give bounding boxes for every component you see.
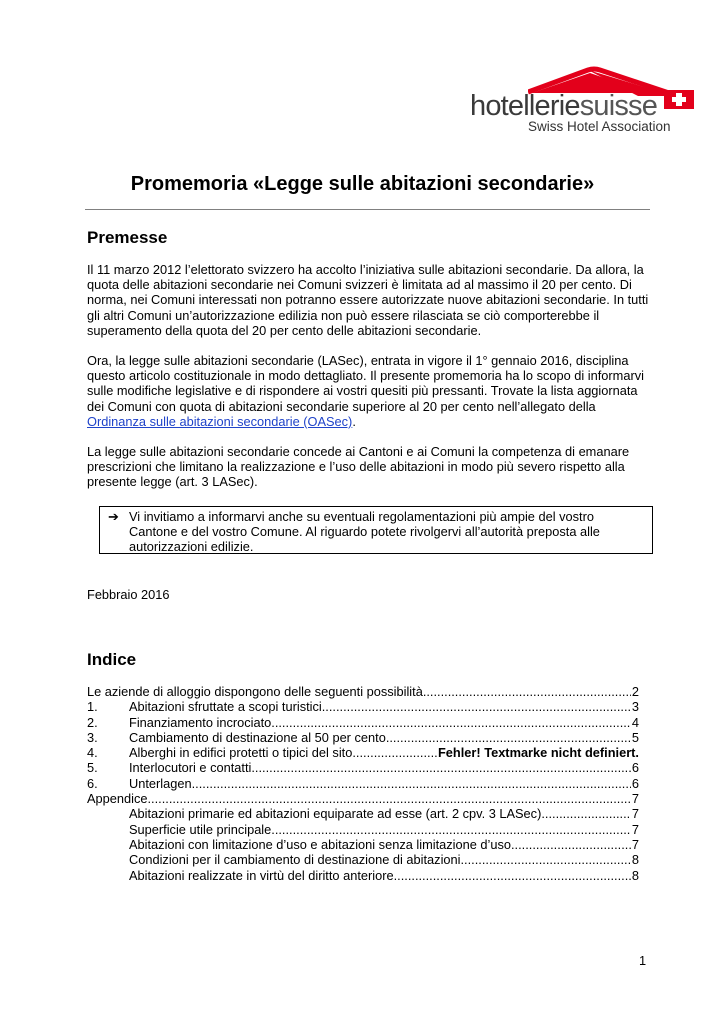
title-divider bbox=[85, 209, 650, 210]
page-title: Promemoria «Legge sulle abitazioni secondarie» bbox=[130, 173, 595, 195]
toc-entry[interactable]: Abitazioni con limitazione d’uso e abitazioni senza limitazione d’uso ..... 7 bbox=[87, 837, 639, 852]
section-heading-indice: Indice bbox=[87, 650, 137, 669]
section-heading-premesse: Premesse bbox=[87, 228, 168, 247]
brand-name: hotelleriesuisse bbox=[470, 90, 658, 122]
toc-entry[interactable]: Abitazioni realizzate in virtù del diritto anteriore ..... 8 bbox=[87, 868, 639, 883]
paragraph-competenza: La legge sulle abitazioni secondarie concede ai Cantoni e ai Comuni la competenza di emanare prescrizioni che limitano la realizzazione e l’uso delle abitazioni in modo più severo rispetto alla presente legge (art. 3 LASec). bbox=[87, 444, 630, 490]
page-number: 1 bbox=[639, 953, 647, 968]
premesse-body bbox=[87, 262, 652, 505]
toc-entry[interactable]: 2. Finanziamento incrociato ..... 4 bbox=[87, 715, 639, 730]
paragraph-lasec: Ora, la legge sulle abitazioni secondarie (LASec), entrata in vigore il 1° gennaio 2016, disciplina questo articolo costituzionale in modo dettagliato. Il presente promemoria ha lo scopo di informarvi sulle modifiche legislative e di rispondere ai vostri quesiti più pressanti. Trovate la lista aggiornata dei Comuni con quota di abitazioni secondarie superiore al 20 per cento nell’allegato della Ordinanza sulle abitazioni secondarie (OASec). bbox=[87, 353, 644, 429]
toc-entry[interactable]: 1. Abitazioni sfruttate a scopi turistici ..... 3 bbox=[87, 699, 639, 714]
toc-entry[interactable]: Abitazioni primarie ed abitazioni equiparate ad esse (art. 2 cpv. 3 LASec) ..... 7 bbox=[87, 806, 639, 821]
toc-entry[interactable]: Superficie utile principale ..... 7 bbox=[87, 822, 639, 837]
toc-entry[interactable]: 4. Alberghi in edifici protetti o tipici del sito ..... Fehler! Textmarke nicht definiert. bbox=[87, 745, 639, 760]
note-box bbox=[99, 506, 653, 554]
oasec-link[interactable]: Ordinanza sulle abitazioni secondarie (OASec) bbox=[87, 413, 353, 429]
brand-tagline: Swiss Hotel Association bbox=[528, 119, 671, 134]
toc-entry[interactable]: 5. Interlocutori e contatti ..... 6 bbox=[87, 760, 639, 775]
toc-entry[interactable]: 3. Cambiamento di destinazione al 50 per cento ..... 5 bbox=[87, 730, 639, 745]
toc-entry[interactable]: Le aziende di alloggio dispongono delle seguenti possibilità ..... 2 bbox=[87, 684, 639, 699]
toc-entry[interactable]: Appendice ..... 7 bbox=[87, 791, 639, 806]
note-text: Vi invitiamo a informarvi anche su eventuali regolamentazioni più ampie del vostro Cantone e del vostro Comune. Al riguardo potete rivolgervi all’autorità preposta alle autorizzazioni edilizie. bbox=[129, 509, 600, 555]
toc-error-text: Fehler! Textmarke nicht definiert. bbox=[437, 745, 639, 761]
table-of-contents bbox=[87, 684, 639, 883]
toc-entry[interactable]: 6. Unterlagen ..... 6 bbox=[87, 776, 639, 791]
toc-entry[interactable]: Condizioni per il cambiamento di destinazione di abitazioni ..... 8 bbox=[87, 852, 639, 867]
paragraph-intro: Il 11 marzo 2012 l’elettorato svizzero ha accolto l’iniziativa sulle abitazioni secondarie. Da allora, la quota delle abitazioni secondarie nei Comuni svizzeri è limitata ad al massimo il 20 per cento. Di norma, nei Comuni interessati non potranno essere autorizzate nuove abitazioni secondarie. In tutti gli altri Comuni un’autorizzazione edilizia non può essere rilasciata se ciò comporterebbe il superamento della quota del 20 per cento delle abitazioni secondarie. bbox=[87, 262, 649, 338]
hotelleriesuisse-logo bbox=[470, 66, 700, 136]
document-date: Febbraio 2016 bbox=[87, 587, 170, 602]
arrow-right-icon: ➔ bbox=[108, 509, 119, 524]
